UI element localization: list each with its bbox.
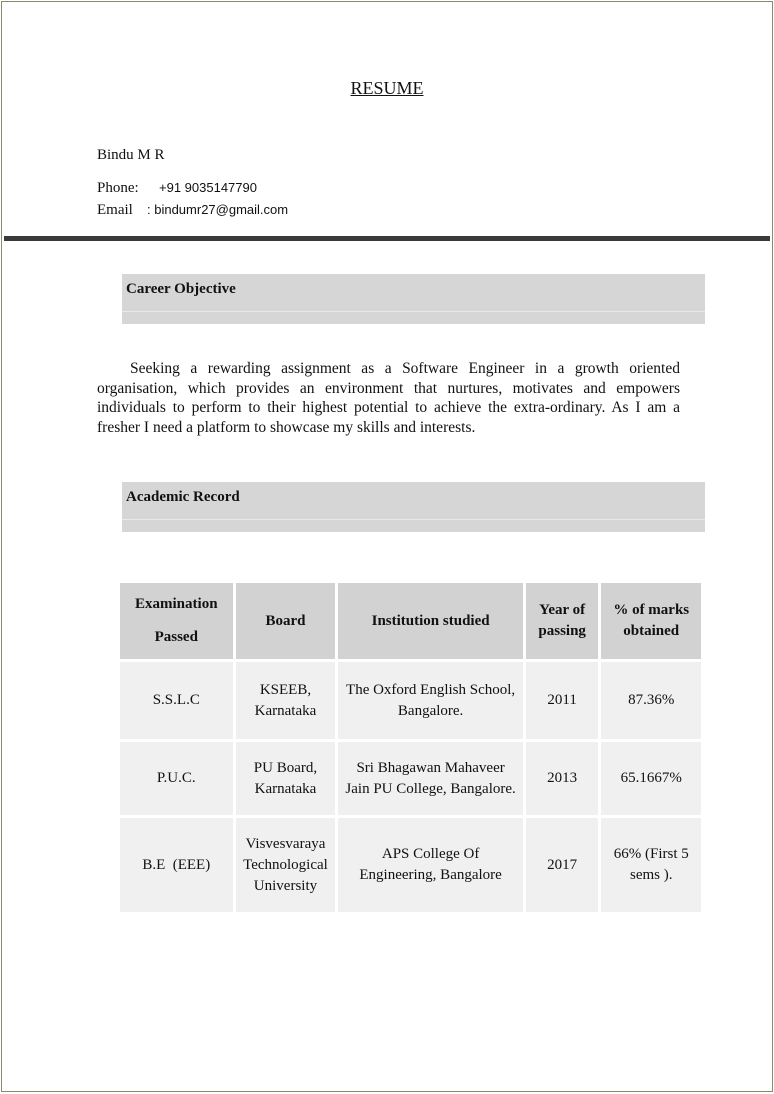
col-exam-line1: Examination (135, 596, 218, 612)
board-line: Technological (243, 856, 328, 873)
cell-institution (338, 818, 522, 912)
col-exam-line2: Passed (154, 629, 198, 645)
board-line: KSEEB, (259, 681, 312, 698)
objective-paragraph: Seeking a rewarding assignment as a Software Engineer in a growth oriented organisation, which provides an environment that nurtures, motivates and empowers individuals to perform to their highest potential to achieve the extra-ordinary. As I am a fresher I need a platform to showcase my skills and interests. (97, 360, 680, 436)
academic-record-bar (122, 482, 705, 532)
cell-marks (601, 818, 701, 912)
career-objective-heading: Career Objective (126, 281, 236, 297)
institution-line: Jain PU College, Bangalore. (345, 780, 516, 797)
institution-line: The Oxford English School, (346, 681, 516, 698)
cell-exam: P.U.C. (120, 742, 233, 815)
col-year-line1: Year of (539, 602, 586, 618)
cell-marks: 87.36% (601, 662, 701, 739)
institution-line: Bangalore. (397, 702, 464, 719)
board-line: University (253, 877, 318, 894)
email-row (97, 202, 288, 219)
col-board-header: Board (236, 583, 336, 659)
cell-exam: B.E (EEE) (120, 818, 233, 912)
phone-label: Phone: (97, 180, 139, 196)
candidate-name: Bindu M R (97, 147, 165, 163)
marks-line: 66% (First 5 (613, 846, 689, 862)
marks-line: sems ). (629, 867, 673, 883)
institution-line: APS College Of (381, 846, 480, 862)
table-header-row (120, 583, 701, 659)
academic-table (117, 580, 704, 915)
institution-line: Engineering, Bangalore (359, 867, 502, 883)
cell-board (236, 818, 336, 912)
table-row (120, 742, 701, 815)
cell-board (236, 662, 336, 739)
cell-year: 2017 (526, 818, 599, 912)
board-line: Karnataka (254, 702, 317, 719)
col-marks-header (601, 583, 701, 659)
resume-page (1, 1, 773, 1092)
cell-year: 2013 (526, 742, 599, 815)
career-objective-bar (122, 274, 705, 324)
col-exam-header (120, 583, 233, 659)
career-objective-text (97, 359, 680, 437)
phone-value: +91 9035147790 (159, 180, 257, 195)
academic-record-heading: Academic Record (126, 489, 240, 505)
col-marks-line2: obtained (623, 623, 680, 639)
board-line: PU Board, (253, 759, 318, 776)
col-marks-line1: % of marks (613, 602, 690, 618)
cell-marks: 65.1667% (601, 742, 701, 815)
page-title: RESUME (350, 78, 424, 98)
col-year-line2: passing (538, 623, 586, 639)
board-line: Visvesvaraya (245, 835, 326, 852)
table-row (120, 662, 701, 739)
col-year-header (526, 583, 599, 659)
phone-row (97, 180, 257, 197)
cell-institution (338, 742, 522, 815)
cell-exam: S.S.L.C (120, 662, 233, 739)
cell-institution (338, 662, 522, 739)
section-bar-line (122, 519, 705, 520)
table-row (120, 818, 701, 912)
board-line: Karnataka (254, 780, 317, 797)
col-institution-header: Institution studied (338, 583, 522, 659)
email-value: : bindumr27@gmail.com (147, 202, 289, 217)
cell-year: 2011 (526, 662, 599, 739)
header-divider (4, 236, 770, 241)
institution-line: Sri Bhagawan Mahaveer (356, 759, 505, 776)
section-bar-line (122, 311, 705, 312)
cell-board (236, 742, 336, 815)
email-label: Email (97, 202, 133, 218)
